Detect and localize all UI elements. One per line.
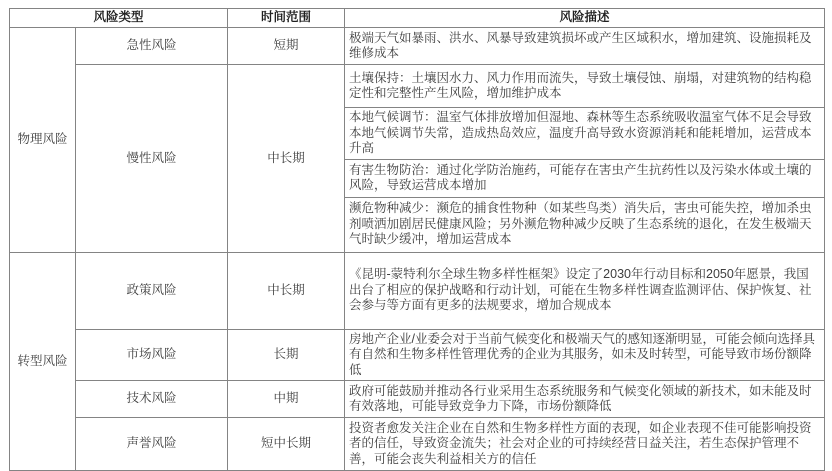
table-row-market-risk	[10, 329, 825, 381]
description-cell-reputation-risk: 投资者愈发关注企业在自然和生物多样性方面的表现，如企业表现不佳可能影响投资者的信任，导致资金流失；社会对企业的可持续经营日益关注，若生态保护管理不善，可能会丧失利益相关方的信任	[345, 418, 825, 471]
description-cell-endangered-species: 濒危物种减少：濒危的捕食性物种（如某些鸟类）消失后，害虫可能失控，增加杀虫剂喷洒加剧居民健康风险；另外濒危物种减少反映了生态系统的退化，在发生极端天气时缺少缓冲，增加运营成本	[345, 197, 825, 252]
table-header-row	[10, 9, 825, 28]
subtype-cell-reputation-risk: 声誉风险	[76, 418, 228, 471]
description-cell-local-climate-regulation: 本地气候调节：温室气体排放增加但湿地、森林等生态系统吸收温室气体不足会导致本地气候调节失常，造成热岛效应，温度升高导致水资源消耗和能耗增加，运营成本升高	[345, 108, 825, 160]
category-cell-physical-risk: 物理风险	[10, 28, 76, 253]
time-cell-market-risk: 长期	[228, 329, 345, 381]
subtype-cell-market-risk: 市场风险	[76, 329, 228, 381]
table-row-technology-risk	[10, 381, 825, 418]
table-row-policy-risk	[10, 252, 825, 329]
table-row-acute-risk	[10, 28, 825, 65]
subtype-cell-acute-risk: 急性风险	[76, 28, 228, 65]
header-time-range: 时间范围	[228, 9, 345, 28]
header-risk-description: 风险描述	[345, 9, 825, 28]
subtype-cell-policy-risk: 政策风险	[76, 252, 228, 329]
description-cell-soil-retention: 土壤保持：土壤因水力、风力作用而流失，导致土壤侵蚀、崩塌，对建筑物的结构稳定性和完整性产生风险，增加维护成本	[345, 65, 825, 108]
time-cell-policy-risk: 中长期	[228, 252, 345, 329]
time-cell-chronic-risk: 中长期	[228, 65, 345, 253]
time-cell-acute-risk: 短期	[228, 28, 345, 65]
time-cell-reputation-risk: 短中长期	[228, 418, 345, 471]
description-cell-technology-risk: 政府可能鼓励并推动各行业采用生态系统服务和气候变化领域的新技术，如未能及时有效落地，可能导致竞争力下降，市场份额降低	[345, 381, 825, 418]
subtype-cell-technology-risk: 技术风险	[76, 381, 228, 418]
description-cell-pest-control: 有害生物防治：通过化学防治施药，可能存在害虫产生抗药性以及污染水体或土壤的风险，导致运营成本增加	[345, 159, 825, 197]
time-cell-technology-risk: 中期	[228, 381, 345, 418]
table-row-chronic-risk-soil	[10, 65, 825, 108]
risk-table-container	[9, 8, 825, 471]
header-risk-type: 风险类型	[10, 9, 228, 28]
description-cell-market-risk: 房地产企业/业委会对于当前气候变化和极端天气的感知逐渐明显，可能会倾向选择具有自然和生物多样性管理优秀的企业为其服务，如未及时转型，可能导致市场份额降低	[345, 329, 825, 381]
risk-classification-table	[9, 8, 825, 471]
subtype-cell-chronic-risk: 慢性风险	[76, 65, 228, 253]
description-cell-extreme-weather: 极端天气如暴雨、洪水、风暴导致建筑损坏或产生区域积水，增加建筑、设施损耗及维修成本	[345, 28, 825, 65]
table-row-reputation-risk	[10, 418, 825, 471]
description-cell-policy-risk: 《昆明-蒙特利尔全球生物多样性框架》设定了2030年行动目标和2050年愿景，我国出台了相应的保护战略和行动计划，可能在生物多样性调查监测评估、保护恢复、社会参与等方面有更多的法规要求，增加合规成本	[345, 252, 825, 329]
category-cell-transition-risk: 转型风险	[10, 252, 76, 471]
